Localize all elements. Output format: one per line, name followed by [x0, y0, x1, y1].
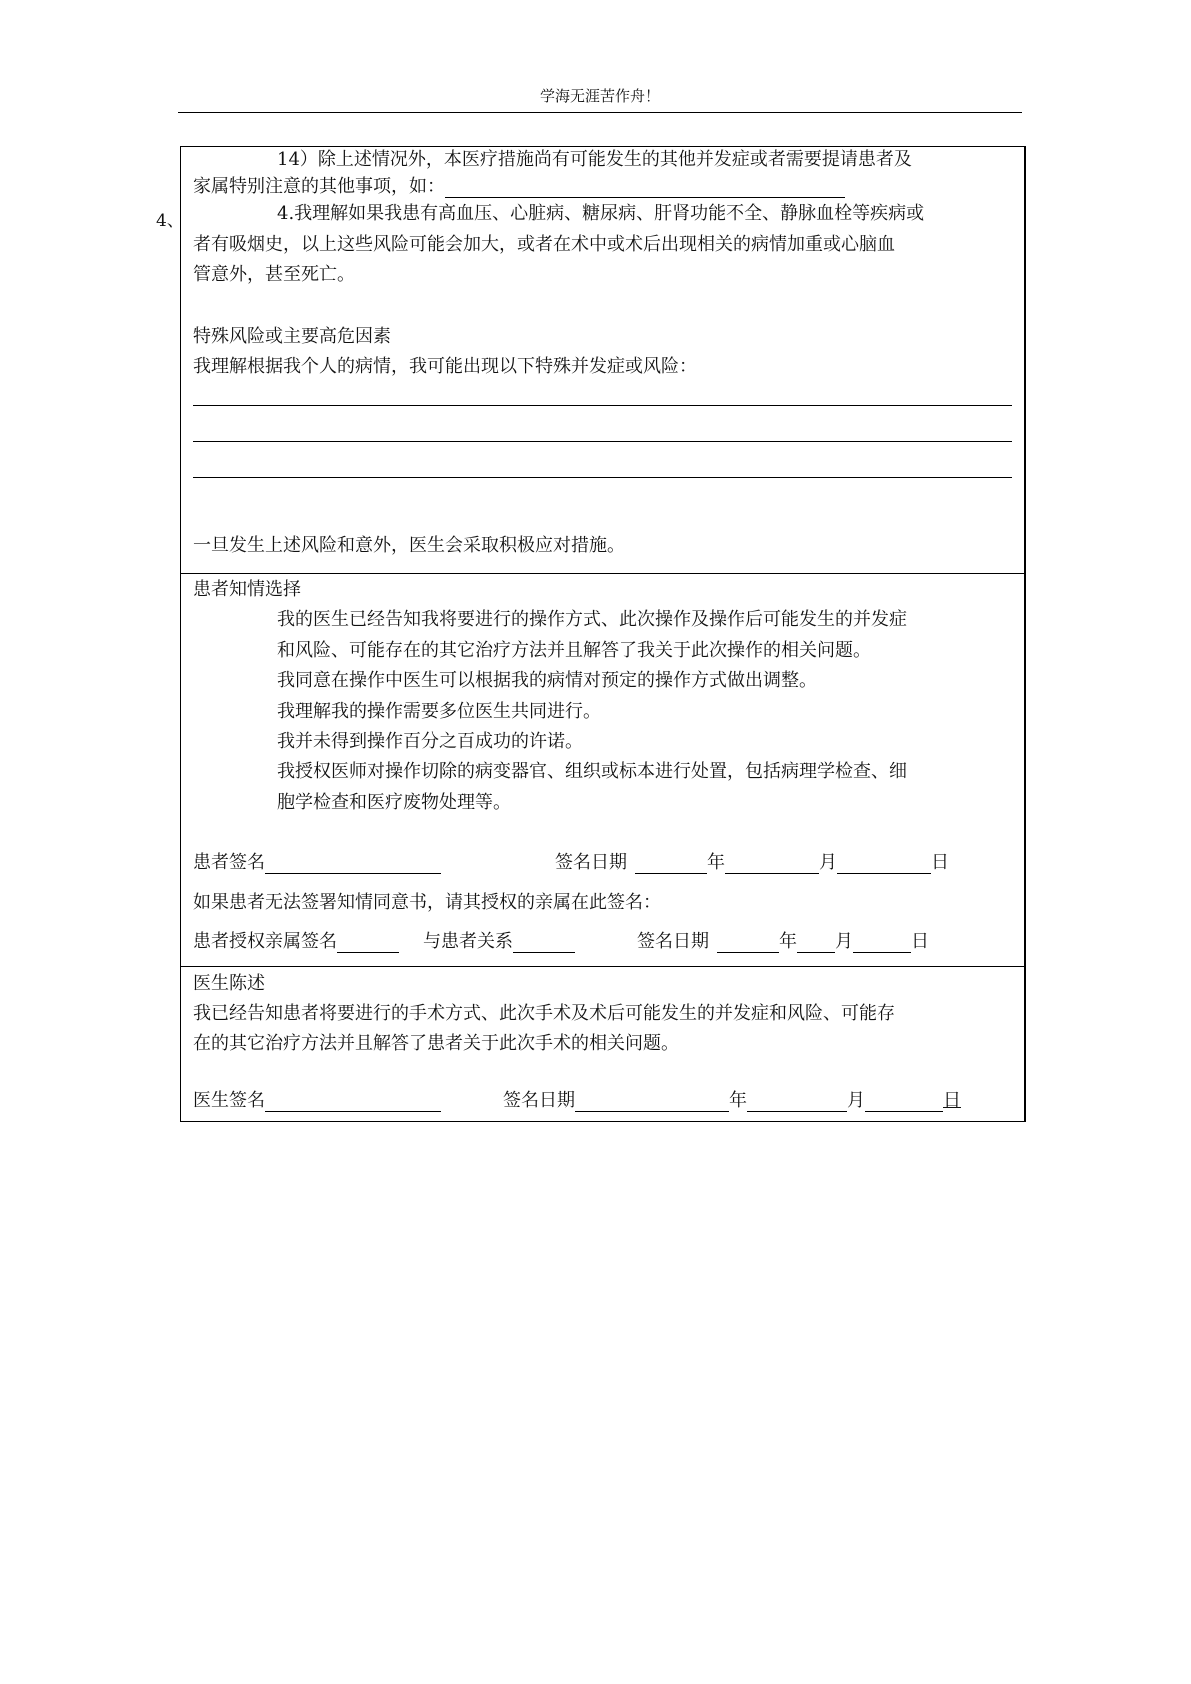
special-risk-intro: 我理解根据我个人的病情，我可能出现以下特殊并发症或风险： — [193, 356, 697, 377]
proxy-day-label: 日 — [911, 931, 929, 952]
patient-month-field[interactable] — [725, 854, 819, 874]
relation-field[interactable] — [513, 933, 575, 953]
special-risk-title: 特殊风险或主要高危因素 — [193, 326, 391, 347]
proxy-month-label: 月 — [835, 931, 853, 952]
item14-line2-text: 家属特别注意的其他事项，如： — [193, 176, 445, 197]
page-header — [178, 84, 1022, 113]
doctor-signature-field[interactable] — [265, 1092, 441, 1112]
patient-day-field[interactable] — [837, 854, 931, 874]
patient-p5-line2: 胞学检查和医疗废物处理等。 — [277, 792, 511, 813]
proxy-note: 如果患者无法签署知情同意书，请其授权的亲属在此签名： — [193, 892, 661, 913]
patient-choice-title: 患者知情选择 — [193, 579, 301, 600]
patient-day-label: 日 — [931, 852, 949, 873]
doctor-statement-line2: 在的其它治疗方法并且解答了患者关于此次手术的相关问题。 — [193, 1033, 679, 1054]
special-risk-line-1[interactable] — [193, 405, 1012, 406]
patient-sign-label: 患者签名 — [193, 852, 265, 873]
patient-month-label: 月 — [819, 852, 837, 873]
other-matters-field[interactable] — [445, 178, 845, 198]
proxy-sign-label: 患者授权亲属签名 — [193, 931, 337, 952]
doctor-statement-title: 医生陈述 — [193, 973, 265, 994]
proxy-date-label: 签名日期 — [637, 931, 709, 952]
doctor-day-label: 日 — [943, 1090, 961, 1111]
patient-year-field[interactable] — [635, 854, 707, 874]
item14-line2 — [193, 176, 845, 198]
patient-sign-date-label: 签名日期 — [555, 852, 627, 873]
consent-form — [180, 146, 1026, 1122]
special-risk-line-3[interactable] — [193, 477, 1012, 478]
risks-section — [181, 147, 1024, 574]
doctor-month-label: 月 — [847, 1090, 865, 1111]
doctor-signature-row — [193, 1090, 961, 1112]
special-risk-line-2[interactable] — [193, 441, 1012, 442]
patient-p4: 我并未得到操作百分之百成功的许诺。 — [277, 731, 583, 752]
proxy-day-field[interactable] — [853, 933, 911, 953]
doctor-day-field[interactable] — [865, 1092, 943, 1112]
doctor-month-field[interactable] — [747, 1092, 847, 1112]
item4-line3: 管意外，甚至死亡。 — [193, 264, 355, 285]
proxy-month-field[interactable] — [797, 933, 835, 953]
patient-p5-line1: 我授权医师对操作切除的病变器官、组织或标本进行处置，包括病理学检查、细 — [277, 761, 907, 782]
doctor-sign-date-label: 签名日期 — [503, 1090, 575, 1111]
proxy-year-field[interactable] — [717, 933, 779, 953]
item4-line1: 4.我理解如果我患有高血压、心脏病、糖尿病、肝肾功能不全、静脉血栓等疾病或 — [277, 203, 925, 224]
patient-p2: 我同意在操作中医生可以根据我的病情对预定的操作方式做出调整。 — [277, 670, 817, 691]
patient-p1-line2: 和风险、可能存在的其它治疗方法并且解答了我关于此次操作的相关问题。 — [277, 640, 871, 661]
patient-p3: 我理解我的操作需要多位医生共同进行。 — [277, 701, 601, 722]
patient-year-label: 年 — [707, 852, 725, 873]
proxy-signature-row — [193, 931, 929, 953]
patient-p1-line1: 我的医生已经告知我将要进行的操作方式、此次操作及操作后可能发生的并发症 — [277, 609, 907, 630]
doctor-statement-line1: 我已经告知患者将要进行的手术方式、此次手术及术后可能发生的并发症和风险、可能存 — [193, 1003, 895, 1024]
doctor-statement-section — [181, 967, 1024, 1121]
risk-closing-statement: 一旦发生上述风险和意外，医生会采取积极应对措施。 — [193, 535, 625, 556]
relation-label: 与患者关系 — [423, 931, 513, 952]
doctor-sign-label: 医生签名 — [193, 1090, 265, 1111]
patient-signature-row — [193, 852, 949, 874]
patient-signature-field[interactable] — [265, 854, 441, 874]
proxy-signature-field[interactable] — [337, 933, 399, 953]
item14-line1: 14）除上述情况外，本医疗措施尚有可能发生的其他并发症或者需要提请患者及 — [277, 149, 912, 170]
item4-line2: 者有吸烟史，以上这些风险可能会加大，或者在术中或术后出现相关的病情加重或心脑血 — [193, 234, 895, 255]
proxy-year-label: 年 — [779, 931, 797, 952]
doctor-year-label: 年 — [729, 1090, 747, 1111]
patient-choice-section — [181, 574, 1024, 967]
doctor-year-field[interactable] — [575, 1092, 729, 1112]
side-item-marker: 4、 — [156, 211, 184, 231]
header-motto: 学海无涯苦作舟！ — [539, 87, 660, 105]
